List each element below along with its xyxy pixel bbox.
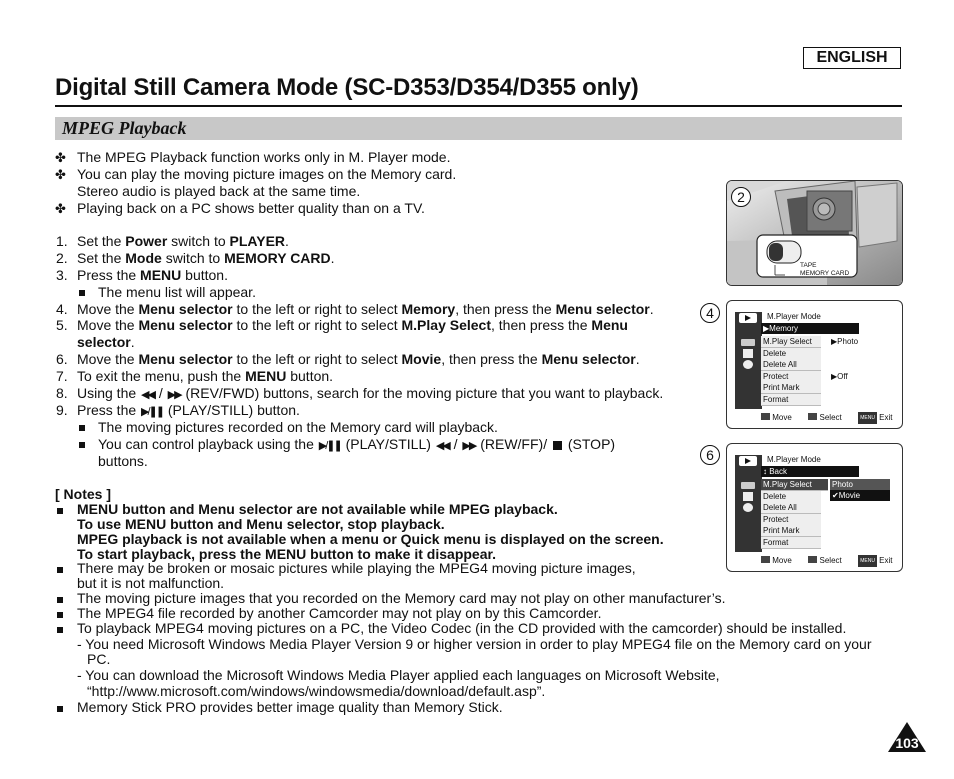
step-9-sub-2: You can control playback using the ▶/❚❚ (PLAY/STILL) ◀◀ / ▶▶ (REW/FF)/ (STOP) — [98, 436, 615, 455]
step-8-number: 8. — [56, 385, 68, 401]
note-5-line-2: - You need Microsoft Windows Media Player Version 9 or higher version in order to play MPEG4 file on the Memory card on your — [77, 636, 872, 652]
figure-4-menu-screen — [726, 300, 903, 429]
menu-button-icon: MENU — [858, 412, 877, 424]
osd-menu-item-delete-all: Delete All — [761, 502, 821, 514]
osd-menu-item-mplay: M.Play Select — [761, 479, 828, 491]
step-6-number: 6. — [56, 351, 68, 367]
note-1-line-3: MPEG playback is not available when a menu or Quick menu is displayed on the screen. — [77, 531, 664, 547]
square-bullet-icon — [57, 508, 63, 514]
ff-icon: ▶▶ — [462, 440, 476, 452]
select-icon — [808, 413, 817, 420]
osd-menu-item-print-mark: Print Mark — [761, 525, 821, 537]
note-1-line-1: MENU button and Menu selector are not available while MPEG playback. — [77, 501, 558, 517]
osd-menu-item-protect: Protect — [761, 514, 821, 526]
fwd-icon: ▶▶ — [167, 389, 181, 401]
step-5-number: 5. — [56, 317, 68, 333]
intro-bullet-1: The MPEG Playback function works only in M. Player mode. — [77, 149, 451, 165]
osd-option-photo: Photo — [830, 479, 890, 490]
osd-value-photo: ▶Photo — [831, 337, 859, 346]
osd-menu-item-delete: Delete — [761, 491, 821, 503]
step-4: Move the Menu selector to the left or right to select Memory, then press the Menu selector. — [77, 301, 654, 317]
note-6: Memory Stick PRO provides better image quality than Memory Stick. — [77, 699, 503, 715]
menu-button-icon: MENU — [858, 555, 877, 567]
rew-icon: ◀◀ — [435, 440, 449, 452]
figure-2-camcorder-photo — [726, 180, 903, 286]
osd-option-movie: ✔Movie — [830, 490, 890, 501]
figure-4-number: 4 — [700, 303, 720, 323]
note-5-line-4: - You can download the Microsoft Windows Media Player applied each languages on Microsoft Website, — [77, 667, 720, 683]
step-6: Move the Menu selector to the left or right to select Movie, then press the Menu selector. — [77, 351, 640, 367]
step-4-number: 4. — [56, 301, 68, 317]
step-9-sub-1: The moving pictures recorded on the Memory card will playback. — [98, 419, 498, 435]
tape-label: TAPE — [800, 262, 817, 269]
rew-icon: ◀◀ — [141, 389, 154, 401]
figure-6-menu-screen — [726, 443, 903, 572]
square-bullet-icon — [79, 425, 85, 431]
square-bullet-icon — [57, 612, 63, 618]
osd-menu-item-protect: Protect — [761, 371, 821, 383]
osd-menu-item-mplay: M.Play Select — [761, 336, 821, 348]
square-bullet-icon — [57, 567, 63, 573]
page-number: 103 — [895, 735, 919, 751]
note-4: The MPEG4 file recorded by another Camcorder may not play on by this Camcorder. — [77, 605, 602, 621]
osd-footer: Move Select MENU Exit — [761, 555, 893, 567]
setting-icon — [743, 360, 753, 369]
setting-icon — [743, 503, 753, 512]
step-3: Press the MENU button. — [77, 267, 228, 283]
note-2-line-1: There may be broken or mosaic pictures while playing the MPEG4 moving picture images, — [77, 560, 636, 576]
square-bullet-icon — [57, 627, 63, 633]
osd-menu-item-delete-all: Delete All — [761, 359, 821, 371]
memory-icon — [743, 349, 753, 358]
memory-icon — [743, 492, 753, 501]
step-9: Press the ▶/❚❚ (PLAY/STILL) button. — [77, 402, 300, 421]
step-9-sub-2-cont: buttons. — [98, 453, 148, 469]
osd-value-off: ▶Off — [831, 372, 848, 381]
note-1-line-2: To use MENU button and Menu selector, stop playback. — [77, 516, 445, 532]
player-mode-icon — [739, 313, 757, 323]
intro-bullet-2: You can play the moving picture images on the Memory card. — [77, 166, 457, 182]
note-2-line-2: but it is not malfunction. — [77, 575, 225, 591]
move-icon — [761, 413, 770, 420]
move-icon — [761, 556, 770, 563]
step-9-number: 9. — [56, 402, 68, 418]
step-1: Set the Power switch to PLAYER. — [77, 233, 289, 249]
osd-menu-item-format: Format — [761, 394, 821, 406]
play-still-icon: ▶/❚❚ — [141, 406, 163, 418]
step-3-number: 3. — [56, 267, 68, 283]
section-title: MPEG Playback — [62, 118, 187, 138]
intro-bullet-3: Playing back on a PC shows better quality than on a TV. — [77, 200, 425, 216]
note-5-line-5: “http://www.microsoft.com/windows/windowsmedia/download/default.asp”. — [87, 683, 546, 699]
figure-6-number: 6 — [700, 445, 720, 465]
osd-footer: Move Select MENU Exit — [761, 412, 893, 424]
memory-card-label: MEMORY CARD — [800, 270, 850, 277]
camera-icon — [741, 339, 755, 346]
step-2: Set the Mode switch to MEMORY CARD. — [77, 250, 335, 266]
step-3-sub: The menu list will appear. — [98, 284, 256, 300]
note-5-line-1: To playback MPEG4 moving pictures on a PC, the Video Codec (in the CD provided with the camcorder) should be installed. — [77, 620, 847, 636]
square-bullet-icon — [79, 290, 85, 296]
note-3: The moving picture images that you recorded on the Memory card may not play on other manufacturer’s. — [77, 590, 726, 606]
osd-menu-item-delete: Delete — [761, 348, 821, 360]
step-5: Move the Menu selector to the left or right to select M.Play Select, then press the Menu — [77, 317, 628, 333]
cross-bullet-icon: ✤ — [55, 167, 66, 182]
osd-memory-tab: ▶Memory — [761, 323, 859, 334]
square-bullet-icon — [79, 442, 85, 448]
square-bullet-icon — [57, 706, 63, 712]
step-8: Using the ◀◀ / ▶▶ (REV/FWD) buttons, search for the moving picture that you want to playback. — [77, 385, 663, 404]
note-5-line-3: PC. — [87, 651, 111, 667]
osd-menu-item-print-mark: Print Mark — [761, 382, 821, 394]
page-title: Digital Still Camera Mode (SC-D353/D354/D355 only) — [55, 74, 639, 101]
step-2-number: 2. — [56, 250, 68, 266]
language-label: ENGLISH — [803, 47, 901, 69]
step-7: To exit the menu, push the MENU button. — [77, 368, 334, 384]
osd-menu-item-format: Format — [761, 537, 821, 549]
cross-bullet-icon: ✤ — [55, 150, 66, 165]
cross-bullet-icon: ✤ — [55, 201, 66, 216]
osd-mode-title: M.Player Mode — [767, 312, 821, 321]
figure-2-number: 2 — [731, 187, 751, 207]
step-1-number: 1. — [56, 233, 68, 249]
play-still-icon: ▶/❚❚ — [318, 440, 341, 452]
square-bullet-icon — [57, 597, 63, 603]
note-1-line-4: To start playback, press the MENU button to make it disappear. — [77, 546, 497, 562]
select-icon — [808, 556, 817, 563]
step-5-cont: selector. — [77, 334, 135, 350]
camera-icon — [741, 482, 755, 489]
intro-bullet-2-cont: Stereo audio is played back at the same time. — [77, 183, 361, 199]
osd-mode-title: M.Player Mode — [767, 455, 821, 464]
step-7-number: 7. — [56, 368, 68, 384]
stop-icon — [553, 441, 562, 450]
title-rule — [55, 105, 902, 107]
player-mode-icon — [739, 456, 757, 466]
osd-back-tab: ↕ Back — [761, 466, 859, 477]
notes-heading: [ Notes ] — [55, 486, 111, 502]
